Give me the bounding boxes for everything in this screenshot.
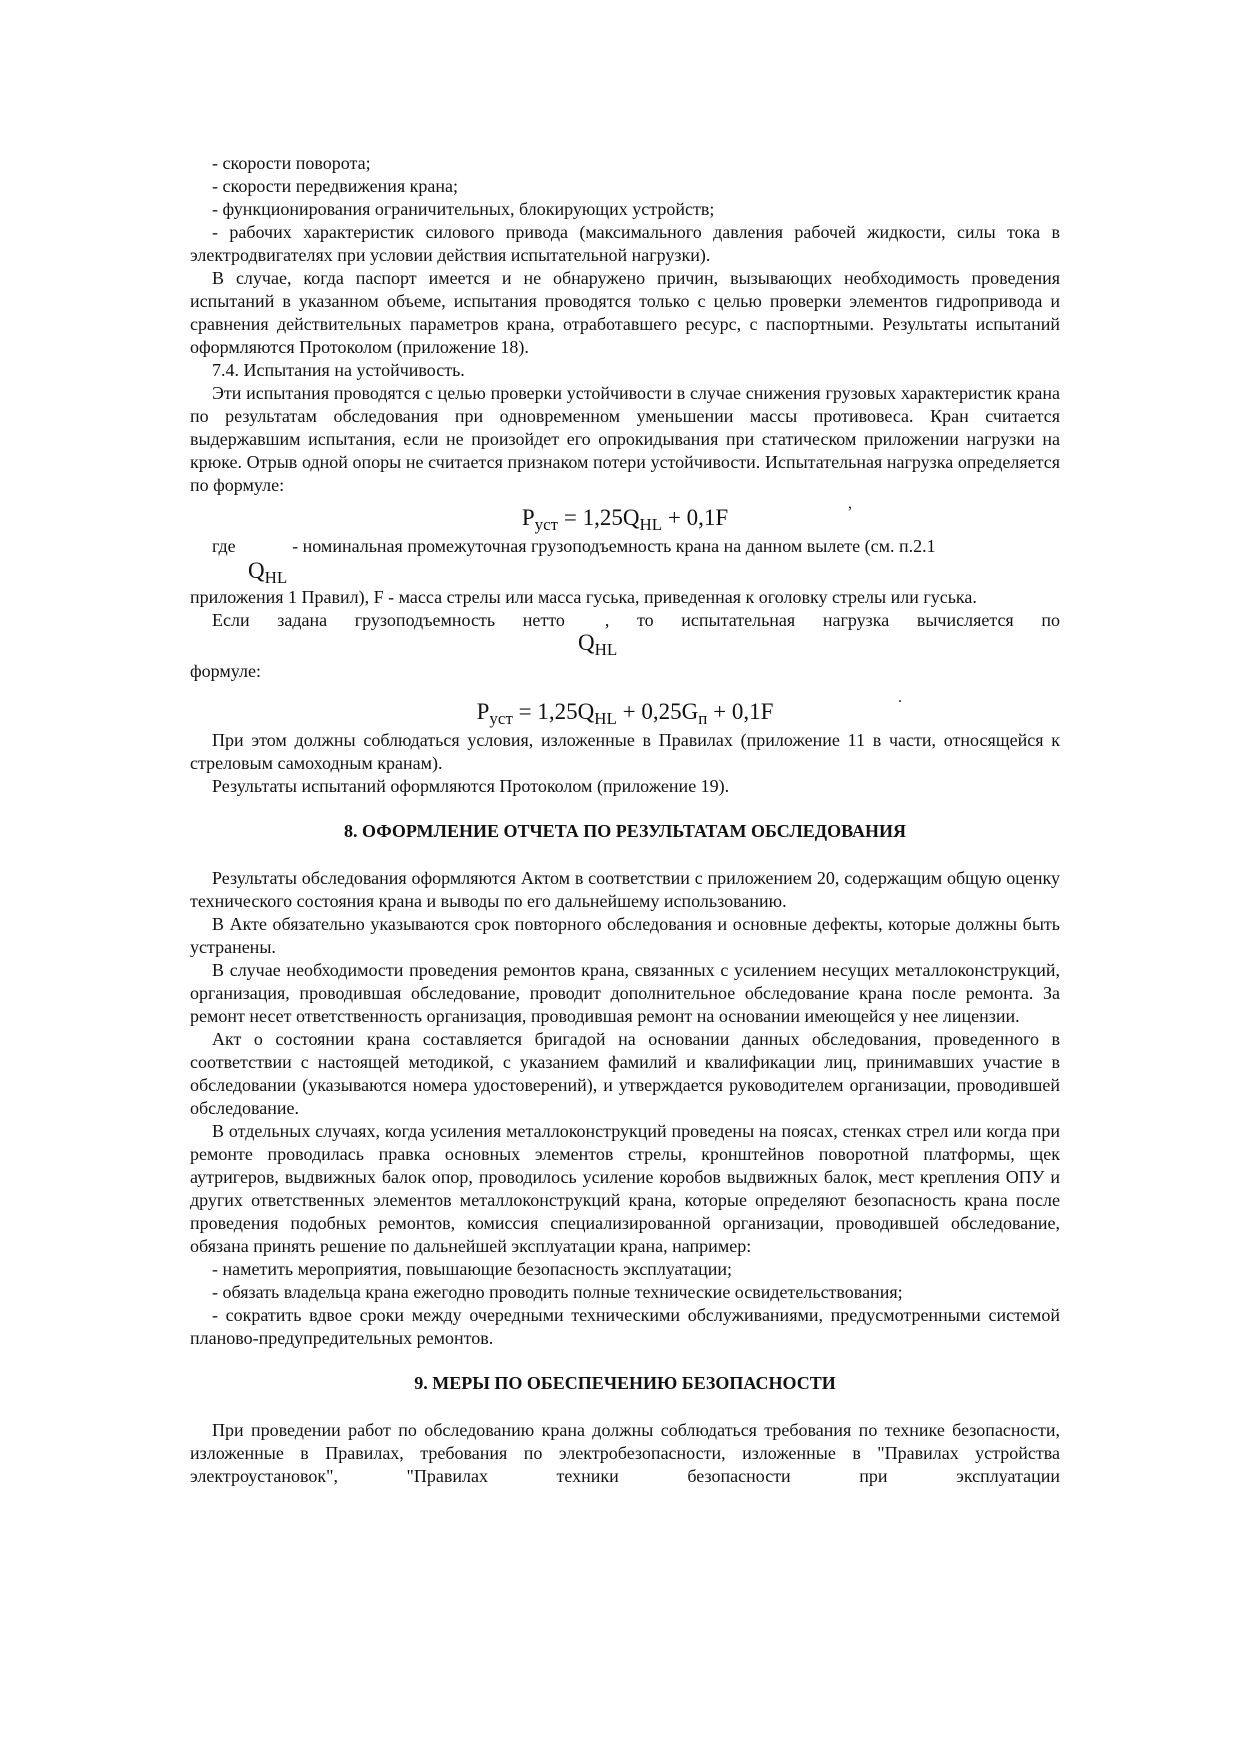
section-8-paragraph: Результаты обследования оформляются Актом в соответствии с приложением 20, содержащим общую оценку технического состояния крана и выводы по его дальнейшему использованию.: [190, 868, 1060, 911]
formula-subscript: уст: [489, 709, 513, 728]
formula-subscript: уст: [534, 515, 559, 534]
formula-subscript: п: [698, 709, 708, 728]
list-item: - функционирования ограничительных, блокирующих устройств;: [212, 199, 715, 219]
formula-subscript: HL: [639, 515, 663, 534]
section-8-paragraph: Акт о состоянии крана составляется бригадой на основании данных обследования, проведенного в соответствии с настоящей методикой, с указанием фамилий и квалификации лиц, принимавших участие в обследовании (указываются номера удостоверений), и утверждается руководителем организации, проводившей обследование.: [190, 1029, 1060, 1118]
formula-term: = 1,25Q: [558, 505, 640, 530]
list-item: - сократить вдвое сроки между очередными техническими обслуживаниями, предусмотренными системой планово-предупредительных ремонтов.: [190, 1305, 1060, 1348]
formula-explanation: [190, 535, 1060, 558]
formula-term: + 0,1F: [662, 505, 729, 530]
formula-term: + 0,1F: [707, 699, 774, 724]
heading-section-8: 8. ОФОРМЛЕНИЕ ОТЧЕТА ПО РЕЗУЛЬТАТАМ ОБСЛЕДОВАНИЯ: [344, 821, 906, 841]
netto-continuation: формуле:: [190, 661, 261, 681]
formula-term: + 0,25G: [616, 699, 699, 724]
where-lead: где: [212, 536, 236, 556]
list-item: - скорости поворота;: [212, 153, 371, 173]
section-7-4-title: 7.4. Испытания на устойчивость.: [212, 360, 465, 380]
where-symbol: $Q_{HL}$: [248, 558, 288, 587]
formula-stability-load: [190, 495, 1060, 534]
formula-term: = 1,25Q: [512, 699, 595, 724]
section-8-paragraph: В случае необходимости проведения ремонтов крана, связанных с усилением несущих металлоконструкций, организация, проводившая обследование, проводит дополнительное обследование крана после ремонта. За ремонт несет ответственность организация, проводившая ремонт на основании имеющейся у нее лицензии.: [190, 960, 1060, 1026]
netto-symbol: $Q_{HL}$: [578, 630, 618, 659]
list-item: - скорости передвижения крана;: [212, 176, 459, 196]
formula-punctuation: ,: [848, 495, 852, 512]
paragraph-stability: Эти испытания проводятся с целью проверки устойчивости в случае снижения грузовых характеристик крана по результатам обследования при одновременном уменьшении массы противовеса. Кран считается выдержавшим испытания, если не произойдет его опрокидывания при статическом приложении нагрузки на крюке. Отрыв одной опоры не считается признаком потери устойчивости. Испытательная нагрузка определяется по формуле:: [190, 383, 1060, 495]
section-8-paragraph: В Акте обязательно указываются срок повторного обследования и основные дефекты, которые должны быть устранены.: [190, 914, 1060, 957]
list-item: - рабочих характеристик силового привода (максимального давления рабочей жидкости, силы тока в электродвигателях при условии действия испытательной нагрузки).: [190, 222, 1060, 265]
paragraph-conditions: При этом должны соблюдаться условия, изложенные в Правилах (приложение 11 в части, относящейся к стреловым самоходным кранам).: [190, 730, 1060, 773]
section-8-paragraph: В отдельных случаях, когда усиления металлоконструкций проведены на поясах, стенках стрел или когда при ремонте проводилась правка основных элементов стрелы, кронштейнов поворотной платформы, щек аутригеров, выдвижных балок опор, проводилось усиление коробов выдвижных балок, мест крепления ОПУ и других ответственных элементов металлоконструкций крана, которые определяют безопасность крана после проведения подобных ремонтов, комиссия специализированной организации, проводившей обследование, обязана принять решение по дальнейшей эксплуатации крана, например:: [190, 1121, 1060, 1256]
where-continuation: приложения 1 Правил), F - масса стрелы или масса гуська, приведенная к оголовку стрелы или гуська.: [190, 587, 977, 607]
paragraph-passport: В случае, когда паспорт имеется и не обнаружено причин, вызывающих необходимость проведения испытаний в указанном объеме, испытания проводятся только с целью проверки элементов гидропривода и сравнения действительных параметров крана, отработавшего ресурс, с паспортными. Результаты испытаний оформляются Протоколом (приложение 18).: [190, 268, 1060, 357]
list-item: - наметить мероприятия, повышающие безопасность эксплуатации;: [212, 1259, 733, 1279]
formula-subscript: HL: [594, 709, 617, 728]
formula-symbol: P: [521, 505, 535, 530]
list-item: - обязать владельца крана ежегодно проводить полные технические освидетельствования;: [212, 1282, 903, 1302]
document-page: [190, 152, 1060, 1488]
formula-netto-load: [190, 689, 1060, 728]
formula-punctuation: .: [898, 689, 902, 706]
heading-section-9: 9. МЕРЫ ПО ОБЕСПЕЧЕНИЮ БЕЗОПАСНОСТИ: [414, 1373, 836, 1393]
formula-symbol: P: [476, 699, 490, 724]
netto-line: Если задана грузоподъемность нетто , то испытательная нагрузка вычисляется по: [212, 610, 1060, 630]
paragraph-results-19: Результаты испытаний оформляются Протоколом (приложение 19).: [212, 776, 730, 796]
where-text: - номинальная промежуточная грузоподъемность крана на данном вылете (см. п.2.1: [287, 536, 936, 556]
section-9-paragraph: При проведении работ по обследованию крана должны соблюдаться требования по технике безопасности, изложенные в Правилах, требования по электробезопасности, изложенные в "Правилах устройства электроустановок", "Правилах техники безопасности при эксплуатации: [190, 1420, 1060, 1486]
